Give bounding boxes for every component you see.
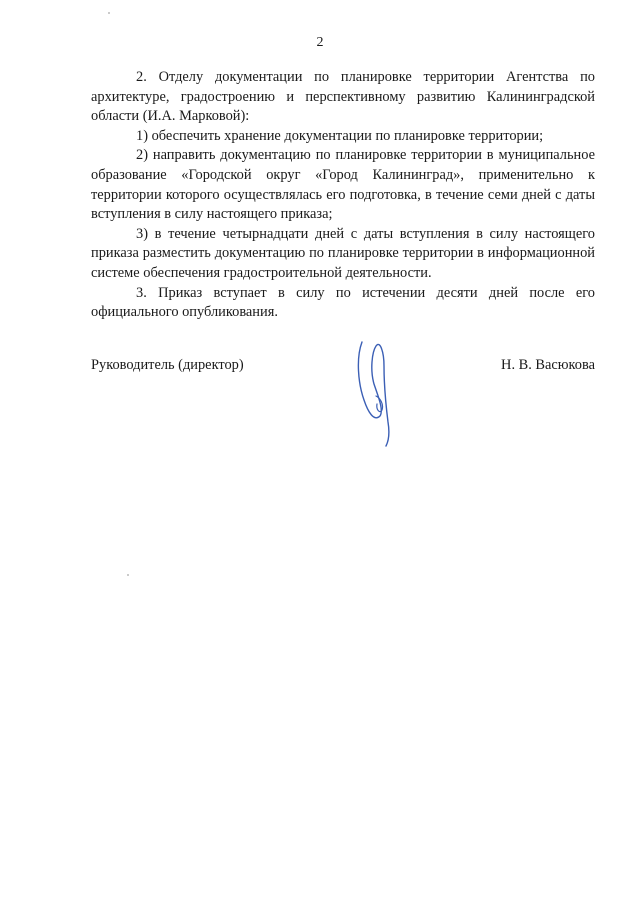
- paragraph-subitem-3: 3) в течение четырнадцати дней с даты вступления в силу настоящего приказа разместить документацию по планировке территории в информационной системе обеспечения градостроительной деятельности.: [91, 225, 595, 281]
- page-number: 2: [316, 35, 324, 50]
- scan-speck: [127, 574, 129, 576]
- signer-title: Руководитель (директор): [91, 357, 244, 373]
- scan-speck: [108, 12, 110, 14]
- paragraph-item-3: 3. Приказ вступает в силу по истечении десяти дней после его официального опубликования.: [91, 284, 595, 321]
- signer-name: Н. В. Васюкова: [501, 357, 595, 373]
- handwritten-signature: [350, 338, 410, 448]
- paragraph-subitem-2: 2) направить документацию по планировке территории в муниципальное образование «Городской округ «Город Калининград», применительно к территории которого осуществлялась его подготовка, в течение семи дней с даты вступления в силу настоящего приказа;: [91, 147, 595, 223]
- paragraph-item-2: 2. Отделу документации по планировке территории Агентства по архитектуре, градостроению и перспективному развитию Калининградской области (И.А. Марковой):: [91, 69, 595, 125]
- document-body: [91, 68, 595, 323]
- paragraph-subitem-1: 1) обеспечить хранение документации по планировке территории;: [136, 127, 544, 144]
